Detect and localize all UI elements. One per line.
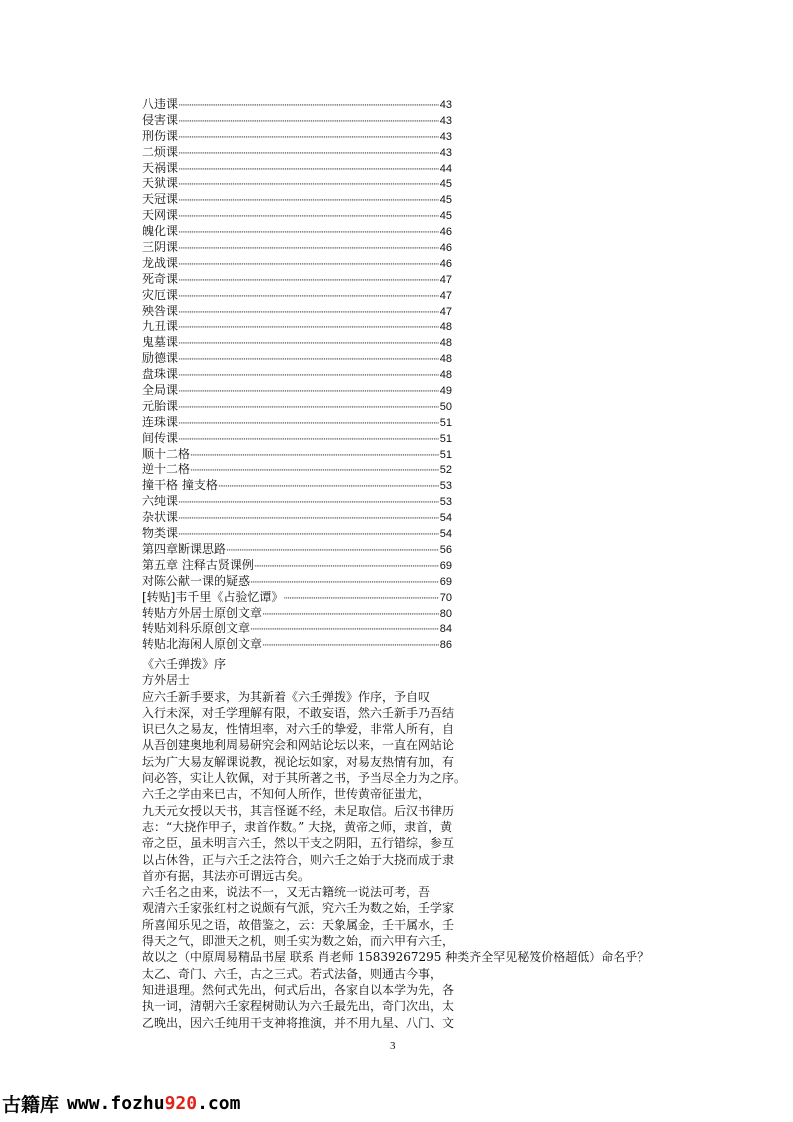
toc-entry[interactable] [142, 510, 452, 526]
toc-entry-title: 盘珠课 [142, 367, 179, 382]
body-line: 观清六壬家张红村之说颇有气派，究六壬为数之始，壬学家 [142, 901, 455, 916]
toc-entry-title: 全局课 [142, 383, 179, 398]
toc-entry[interactable] [142, 447, 452, 463]
toc-entry[interactable] [142, 367, 452, 383]
toc-entry-page: 44 [439, 162, 452, 175]
toc-entry-page: 45 [439, 194, 452, 207]
toc-entry[interactable] [142, 494, 452, 510]
toc-entry-page: 69 [439, 559, 452, 572]
body-line: 帝之臣，虽未明言六壬，然以干支之阴阳，五行错综，参互 [142, 836, 455, 851]
toc-entry-title: 转贴刘科乐原创文章 [142, 621, 251, 636]
toc-entry-page: 43 [439, 146, 452, 159]
toc-entry-title: 顺十二格 [142, 446, 191, 461]
toc-entry[interactable] [142, 97, 452, 113]
toc-entry-page: 70 [439, 591, 452, 604]
toc-entry[interactable] [142, 399, 452, 415]
toc-entry-title: 天祸课 [142, 160, 179, 175]
toc-entry-page: 80 [439, 607, 452, 620]
toc-leader-dots [178, 385, 439, 401]
toc-entry-title: 撞干格 撞支格 [142, 478, 218, 493]
toc-entry[interactable] [142, 606, 452, 622]
toc-entry-title: 龙战课 [142, 255, 179, 270]
toc-entry-title: [转贴]韦千里《占验忆谭》 [142, 589, 284, 604]
toc-entry-title: 逆十二格 [142, 462, 191, 477]
toc-entry[interactable] [142, 415, 452, 431]
toc-entry-page: 53 [439, 480, 452, 493]
toc-leader-dots [218, 480, 439, 496]
toc-entry-page: 84 [439, 623, 452, 636]
toc-leader-dots [178, 226, 439, 242]
toc-leader-dots [283, 592, 438, 608]
toc-entry-title: 转贴方外居士原创文章 [142, 605, 263, 620]
toc-entry-title: 死奇课 [142, 271, 179, 286]
toc-entry[interactable] [142, 462, 452, 478]
toc-entry-page: 46 [439, 226, 452, 239]
toc-leader-dots [178, 290, 439, 306]
toc-entry[interactable] [142, 542, 452, 558]
toc-leader-dots [178, 99, 439, 115]
toc-leader-dots [178, 274, 439, 290]
toc-leader-dots [190, 464, 439, 480]
toc-leader-dots [178, 353, 439, 369]
body-line: 九天元女授以天书，其言怪诞不经，未足取信。后汉书律历 [142, 803, 455, 818]
body-line: 执一词，清朝六壬家程树勋认为六壬最先出，奇门次出，太 [142, 999, 455, 1014]
toc-entry[interactable] [142, 351, 452, 367]
toc-leader-dots [178, 115, 439, 131]
toc-entry[interactable] [142, 304, 452, 320]
toc-entry[interactable] [142, 383, 452, 399]
toc-entry[interactable] [142, 113, 452, 129]
toc-entry-title: 对陈公献一课的疑惑 [142, 573, 251, 588]
body-line: 志：“大挠作甲子，隶首作数。” 大挠，黄帝之师，隶首，黄 [142, 819, 453, 834]
body-line: 以占休咎，正与六壬之法符合，则六壬之始于大挠而成于隶 [142, 852, 455, 867]
toc-entry-page: 51 [439, 432, 452, 445]
toc-leader-dots [178, 496, 439, 512]
preface-title: 《六壬弹拨》序 [142, 657, 227, 671]
body-line: 坛为广大易友解课说教，视论坛如家，对易友热情有加，有 [142, 754, 455, 769]
toc-entry[interactable] [142, 176, 452, 192]
toc-leader-dots [178, 147, 439, 163]
toc-entry[interactable] [142, 240, 452, 256]
toc-leader-dots [178, 306, 439, 322]
url-suffix: .com [197, 1092, 241, 1114]
toc-leader-dots [178, 131, 439, 147]
body-line: 所喜闻乐见之语，故借鉴之，云：天象属金，壬干属水，壬 [142, 917, 455, 932]
toc-entry[interactable] [142, 272, 452, 288]
body-line: 乙晚出，因六壬纯用干支神将推演，并不用九星、八门、文 [142, 1015, 455, 1030]
toc-entry-page: 56 [439, 543, 452, 556]
toc-entry-page: 51 [439, 416, 452, 429]
body-line: 知进退理。然何式先出，何式后出，各家自以本学为先，各 [142, 982, 455, 997]
toc-entry[interactable] [142, 224, 452, 240]
body-line: 识已久之易友，性情坦率，对六壬的挚爱，非常人所有，自 [142, 722, 455, 737]
toc-entry-title: 第五章 注释古贤课例 [142, 557, 254, 572]
body-line: 故以之（中原周易精品书屋 联系 肖老师 15839267295 种类齐全罕见秘笈价格超低）命名乎？ [142, 950, 650, 965]
toc-leader-dots [178, 337, 439, 353]
url-accent: 920 [164, 1092, 198, 1114]
toc-entry-title: 魄化课 [142, 224, 179, 239]
toc-entry-page: 48 [439, 337, 452, 350]
toc-entry-title: 鬼墓课 [142, 335, 179, 350]
footer-logo: 古籍库 [2, 1093, 60, 1116]
toc-entry[interactable] [142, 145, 452, 161]
toc-leader-dots [262, 608, 439, 624]
toc-entry[interactable] [142, 431, 452, 447]
body-line: 得天之气，即泄天之机，则壬实为数之始，而六甲有六壬， [142, 934, 455, 949]
body-line: 六壬名之由来，说法不一，又无古籍统一说法可考，吾 [142, 885, 431, 900]
body-line: 从吾创建奥地利周易研究会和网站论坛以来，一直在网站论 [142, 738, 455, 753]
toc-leader-dots [254, 560, 439, 576]
toc-entry-title: 天冠课 [142, 192, 179, 207]
toc-entry-title: 励德课 [142, 351, 179, 366]
body-line: 应六壬新手要求，为其新着《六壬弹拨》作序，予自叹 [142, 689, 431, 704]
toc-leader-dots [178, 210, 439, 226]
toc-entry[interactable] [142, 335, 452, 351]
body-line: 首亦有据，其法亦可谓远古矣。 [142, 868, 311, 883]
toc-entry-page: 48 [439, 321, 452, 334]
toc-entry-title: 间传课 [142, 430, 179, 445]
toc-entry[interactable] [142, 319, 452, 335]
toc-leader-dots [178, 369, 439, 385]
toc-entry-page: 46 [439, 257, 452, 270]
toc-entry-page: 86 [439, 639, 452, 652]
toc-entry-page: 43 [439, 130, 452, 143]
toc-entry[interactable] [142, 621, 452, 637]
toc-entry-page: 43 [439, 99, 452, 111]
toc-leader-dots [190, 449, 439, 465]
toc-leader-dots [178, 512, 439, 528]
toc-leader-dots [226, 544, 439, 560]
toc-entry[interactable] [142, 526, 452, 542]
toc-entry-page: 46 [439, 242, 452, 255]
toc-entry-page: 49 [439, 385, 452, 398]
toc-leader-dots [178, 178, 439, 194]
footer-watermark [2, 1088, 240, 1118]
toc-entry-page: 69 [439, 575, 452, 588]
toc-entry[interactable] [142, 208, 452, 224]
toc-entry-title: 天网课 [142, 208, 179, 223]
toc-entry-page: 54 [439, 512, 452, 525]
toc-entry[interactable] [142, 478, 452, 494]
toc-entry[interactable] [142, 574, 452, 590]
toc-entry-page: 45 [439, 178, 452, 191]
toc-entry-title: 八违课 [142, 97, 179, 111]
toc-entry[interactable] [142, 192, 452, 208]
toc-entry-title: 二烦课 [142, 144, 179, 159]
preface-body [142, 656, 650, 1031]
toc-leader-dots [178, 417, 439, 433]
toc-leader-dots [262, 639, 439, 655]
toc-entry-title: 连珠课 [142, 414, 179, 429]
toc-entry-page: 51 [439, 448, 452, 461]
toc-entry-page: 50 [439, 400, 452, 413]
toc-entry-page: 45 [439, 210, 452, 223]
toc-entry-title: 杂状课 [142, 510, 179, 525]
toc-entry[interactable] [142, 590, 452, 606]
toc-entry-title: 殃咎课 [142, 303, 179, 318]
toc-leader-dots [250, 623, 439, 639]
body-line: 入行未深，对壬学理解有限，不敢妄语，然六壬新手乃吾结 [142, 705, 455, 720]
toc-leader-dots [178, 258, 439, 274]
body-line: 问必答，实让人钦佩，对于其所著之书，予当尽全力为之序。 [142, 771, 467, 786]
toc-entry-title: 转贴北海闲人原创文章 [142, 637, 263, 652]
toc-entry-page: 47 [439, 273, 452, 286]
toc-entry-title: 刑伤课 [142, 128, 179, 143]
toc-leader-dots [178, 433, 439, 449]
toc-leader-dots [178, 194, 439, 210]
toc-entry-page: 48 [439, 353, 452, 366]
toc-leader-dots [178, 163, 439, 179]
body-line: 六壬之学由来已古，不知何人所作，世传黄帝征蚩尤， [142, 787, 431, 802]
toc-entry-title: 九丑课 [142, 319, 179, 334]
toc-leader-dots [178, 242, 439, 258]
url-prefix: www.fozhu [67, 1092, 165, 1114]
toc-entry-title: 三阴课 [142, 240, 179, 255]
toc-entry[interactable] [142, 161, 452, 177]
toc-entry-page: 43 [439, 114, 452, 127]
table-of-contents [142, 97, 452, 653]
body-line: 太乙、奇门、六壬，古之三式。若式法备，则通古今事， [142, 966, 443, 981]
toc-entry-title: 侵害课 [142, 112, 179, 127]
toc-entry-page: 54 [439, 528, 452, 541]
toc-entry-title: 灾厄课 [142, 287, 179, 302]
toc-entry[interactable] [142, 288, 452, 304]
toc-entry-title: 元胎课 [142, 398, 179, 413]
toc-entry-page: 47 [439, 289, 452, 302]
preface-author: 方外居士 [142, 673, 191, 688]
toc-entry-title: 天狱课 [142, 176, 179, 191]
toc-entry[interactable] [142, 129, 452, 145]
toc-entry-title: 第四章断课思路 [142, 541, 227, 556]
toc-entry[interactable] [142, 558, 452, 574]
toc-entry[interactable] [142, 637, 452, 653]
toc-entry-page: 47 [439, 305, 452, 318]
toc-leader-dots [178, 321, 439, 337]
toc-entry[interactable] [142, 256, 452, 272]
toc-entry-page: 48 [439, 369, 452, 382]
page-number: 3 [390, 1040, 396, 1052]
toc-entry-page: 52 [439, 464, 452, 477]
toc-entry-page: 53 [439, 496, 452, 509]
toc-leader-dots [178, 401, 439, 417]
toc-entry-title: 六纯课 [142, 494, 179, 509]
toc-entry-title: 物类课 [142, 526, 179, 541]
footer-url[interactable] [67, 1093, 240, 1114]
